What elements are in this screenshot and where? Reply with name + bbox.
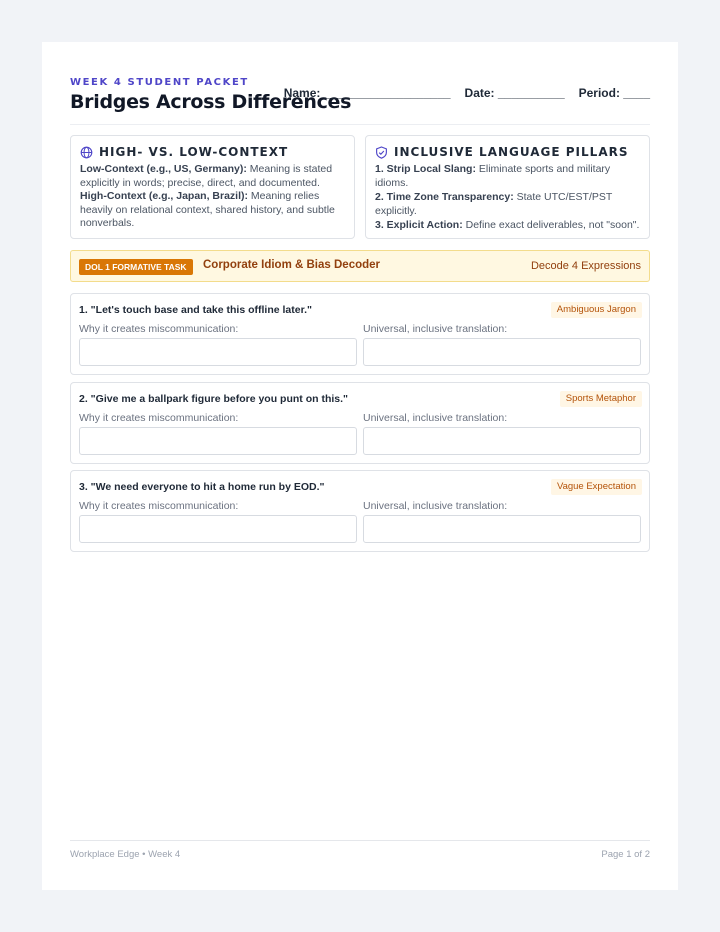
item-question: 1. "Let's touch base and take this offline later." (79, 304, 313, 316)
translation-answer-field[interactable] (363, 427, 641, 455)
worksheet-page (42, 42, 678, 890)
pillar-1-label: 1. Strip Local Slang: (375, 163, 476, 175)
header-divider (70, 124, 650, 125)
period-field[interactable]: Period: ____ (578, 86, 650, 100)
context-card-body (80, 163, 346, 231)
student-fields (284, 86, 650, 100)
footer-divider (70, 840, 650, 841)
translation-answer-field[interactable] (363, 515, 641, 543)
high-context-text: Meaning relies heavily on relational context, shared history, and subtle nonverbals. (80, 190, 335, 229)
pillars-card-body (375, 163, 643, 233)
globe-icon (80, 146, 93, 159)
pillar-1-text: Eliminate sports and military idioms. (375, 163, 611, 189)
low-context-label: Low-Context (e.g., US, Germany): (80, 163, 247, 175)
item-question: 3. "We need everyone to hit a home run by EOD." (79, 481, 325, 493)
translation-label: Universal, inclusive translation: (363, 412, 508, 424)
why-label: Why it creates miscommunication: (79, 500, 239, 512)
item-category-tag: Ambiguous Jargon (551, 302, 642, 318)
task-count: Decode 4 Expressions (530, 260, 641, 272)
footer-page-number: Page 1 of 2 (601, 849, 650, 860)
pillars-card (365, 135, 650, 239)
why-answer-field[interactable] (79, 515, 357, 543)
item-question: 2. "Give me a ballpark figure before you punt on this." (79, 393, 349, 405)
task-bar (70, 250, 650, 282)
item-category-tag: Sports Metaphor (560, 391, 642, 407)
translation-answer-field[interactable] (363, 338, 641, 366)
pillars-card-title: INCLUSIVE LANGUAGE PILLARS (394, 145, 629, 159)
footer-course: Workplace Edge • Week 4 (70, 849, 181, 860)
translation-label: Universal, inclusive translation: (363, 500, 508, 512)
decoder-item (70, 382, 650, 464)
context-card (70, 135, 355, 239)
why-answer-field[interactable] (79, 338, 357, 366)
task-title: Corporate Idiom & Bias Decoder (203, 259, 381, 271)
high-context-label: High-Context (e.g., Japan, Brazil): (80, 190, 249, 202)
page-title: Bridges Across Differences (70, 91, 352, 113)
context-card-title: HIGH- VS. LOW-CONTEXT (99, 145, 289, 159)
page-header (70, 77, 650, 125)
why-answer-field[interactable] (79, 427, 357, 455)
item-category-tag: Vague Expectation (551, 479, 642, 495)
packet-eyebrow: WEEK 4 STUDENT PACKET (70, 77, 249, 88)
translation-label: Universal, inclusive translation: (363, 323, 508, 335)
pillar-2-text: State UTC/EST/PST explicitly. (375, 191, 613, 217)
pillar-3-label: 3. Explicit Action: (375, 219, 463, 231)
pillar-3-text: Define exact deliverables, not "soon". (462, 219, 640, 231)
task-badge: DOL 1 FORMATIVE TASK (79, 259, 193, 275)
low-context-text: Meaning is stated explicitly in words; precise, direct, and documented. (80, 163, 333, 189)
why-label: Why it creates miscommunication: (79, 412, 239, 424)
decoder-item (70, 470, 650, 552)
shield-icon (375, 146, 388, 159)
name-field[interactable]: Name: ___________________ (283, 86, 451, 100)
decoder-item (70, 293, 650, 375)
pillar-2-label: 2. Time Zone Transparency: (375, 191, 514, 203)
date-field[interactable]: Date: __________ (464, 86, 565, 100)
why-label: Why it creates miscommunication: (79, 323, 239, 335)
